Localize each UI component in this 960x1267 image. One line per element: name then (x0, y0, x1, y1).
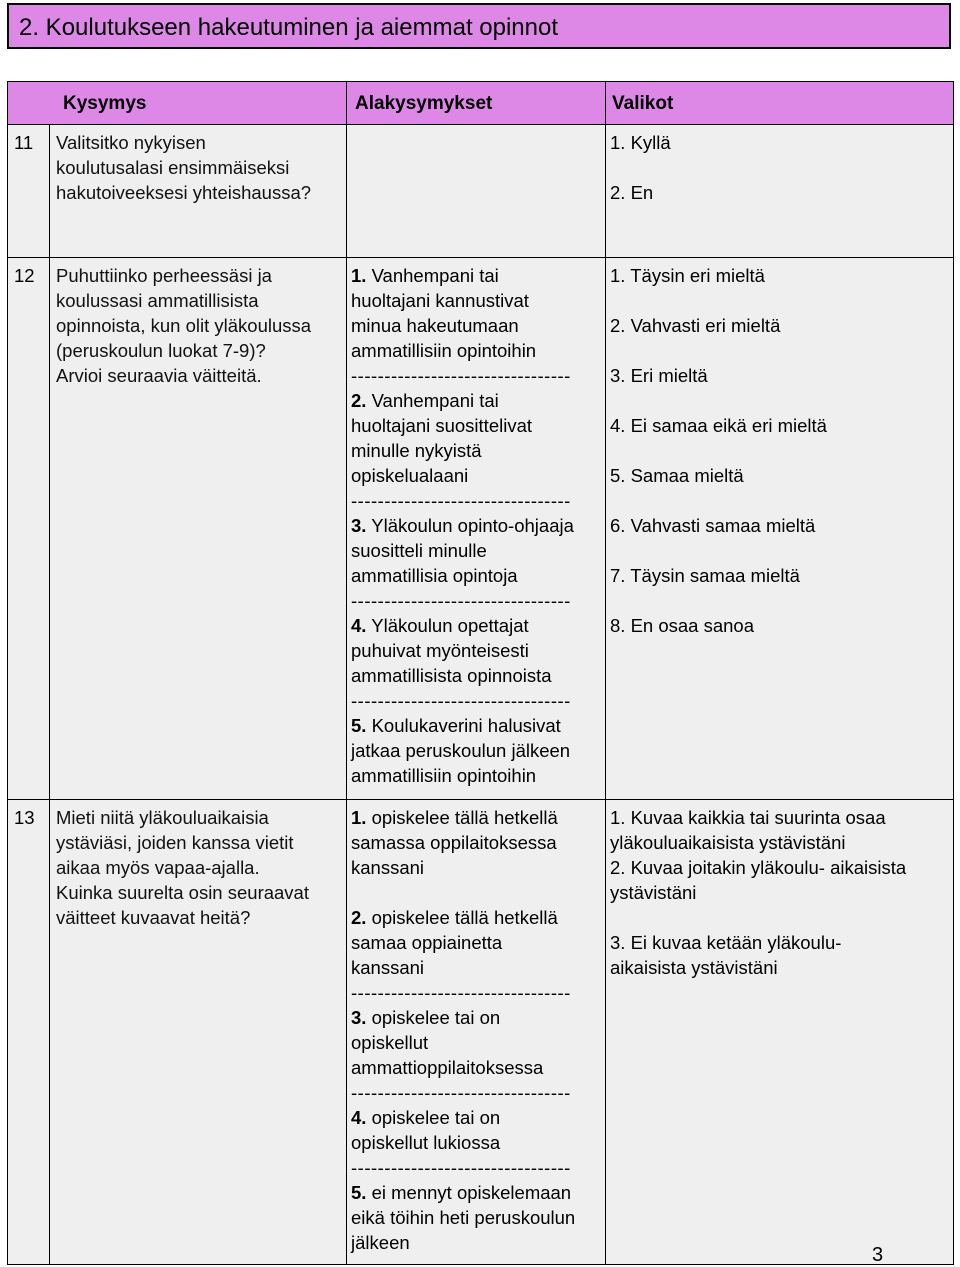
question-number: 11 (8, 125, 50, 258)
subquestion-item: 4. Yläkoulun opettajat (351, 615, 529, 636)
subquestions-cell: 1. opiskelee tällä hetkellä samassa oppilaitoksessa kanssani 2. opiskelee tällä hetkellä samaa oppiainetta kanssani --------------------------------- 3. opiskelee tai on opiskellut ammattioppilaitoksessa --------------------------------- 4. opiskelee tai on opiskellut lukiossa --------------------------------- 5. ei mennyt opiskelemaan eikä töihin heti peruskoulun jälkeen (347, 800, 606, 1265)
separator-line: --------------------------------- (351, 1082, 571, 1103)
page-number: 3 (872, 1244, 884, 1266)
subquestion-item: 4. opiskelee tai on (351, 1107, 501, 1128)
subquestions-cell: 1. Vanhempani tai huoltajani kannustivat minua hakeutumaan ammatillisiin opintoihin --------------------------------- 2. Vanhempani tai huoltajani suosittelivat minulle nykyistä opiskelualaani --------------------------------- 3. Yläkoulun opinto-ohjaaja suositteli minulle ammatillisia opintoja --------------------------------- 4. Yläkoulun opettajat puhuivat myönteisesti ammatillisista opinnoista --------------------------------- 5. Koulukaverini halusivat jatkaa peruskoulun jälkeen ammatillisiin opintoihin (347, 258, 606, 800)
separator-line: --------------------------------- (351, 1157, 571, 1178)
header-options: Valikot (606, 82, 954, 125)
question-text: Mieti niitä yläkouluaikaisia ystäviäsi, joiden kanssa vietit aikaa myös vapaa-ajalla. Kuinka suurelta osin seuraavat väitteet kuvaavat heitä? (50, 800, 347, 1265)
section-title: 2. Koulutukseen hakeutuminen ja aiemmat opinnot (7, 3, 951, 49)
subquestion-item: 1. Vanhempani tai (351, 265, 499, 286)
table-header-row (8, 82, 954, 125)
subquestion-item: 3. opiskelee tai on (351, 1007, 501, 1028)
table-row (8, 258, 954, 800)
subquestion-item: 2. Vanhempani tai (351, 390, 499, 411)
separator-line: --------------------------------- (351, 690, 571, 711)
header-subquestions: Alakysymykset (347, 82, 606, 125)
separator-line: --------------------------------- (351, 490, 571, 511)
header-question: Kysymys (8, 82, 347, 125)
subquestion-item: 2. opiskelee tällä hetkellä (351, 907, 558, 928)
subquestion-item: 1. opiskelee tällä hetkellä (351, 807, 558, 828)
table-row (8, 800, 954, 1265)
subquestions-cell (347, 125, 606, 258)
question-number: 13 (8, 800, 50, 1265)
options-cell: 1. Täysin eri mieltä 2. Vahvasti eri mieltä 3. Eri mieltä 4. Ei samaa eikä eri mieltä 5. Samaa mieltä 6. Vahvasti samaa mieltä 7. Täysin samaa mieltä 8. En osaa sanoa (606, 258, 954, 800)
subquestion-item: 3. Yläkoulun opinto-ohjaaja (351, 515, 574, 536)
table-row (8, 125, 954, 258)
question-number: 12 (8, 258, 50, 800)
separator-line: --------------------------------- (351, 365, 571, 386)
subquestion-item: 5. ei mennyt opiskelemaan (351, 1182, 572, 1203)
options-cell: 1. Kuvaa kaikkia tai suurinta osaa yläkouluaikaisista ystävistäni 2. Kuvaa joitakin yläkoulu- aikaisista ystävistäni 3. Ei kuvaa ketään yläkoulu- aikaisista ystävistäni (606, 800, 954, 1265)
options-cell: 1. Kyllä 2. En (606, 125, 954, 258)
questions-table (7, 81, 954, 1265)
question-text: Puhuttiinko perheessäsi ja koulussasi ammatillisista opinnoista, kun olit yläkoulussa (peruskoulun luokat 7-9)? Arvioi seuraavia väitteitä. (50, 258, 347, 800)
separator-line: --------------------------------- (351, 982, 571, 1003)
subquestion-item: 5. Koulukaverini halusivat (351, 715, 561, 736)
question-text: Valitsitko nykyisen koulutusalasi ensimmäiseksi hakutoiveeksesi yhteishaussa? (50, 125, 347, 258)
separator-line: --------------------------------- (351, 590, 571, 611)
